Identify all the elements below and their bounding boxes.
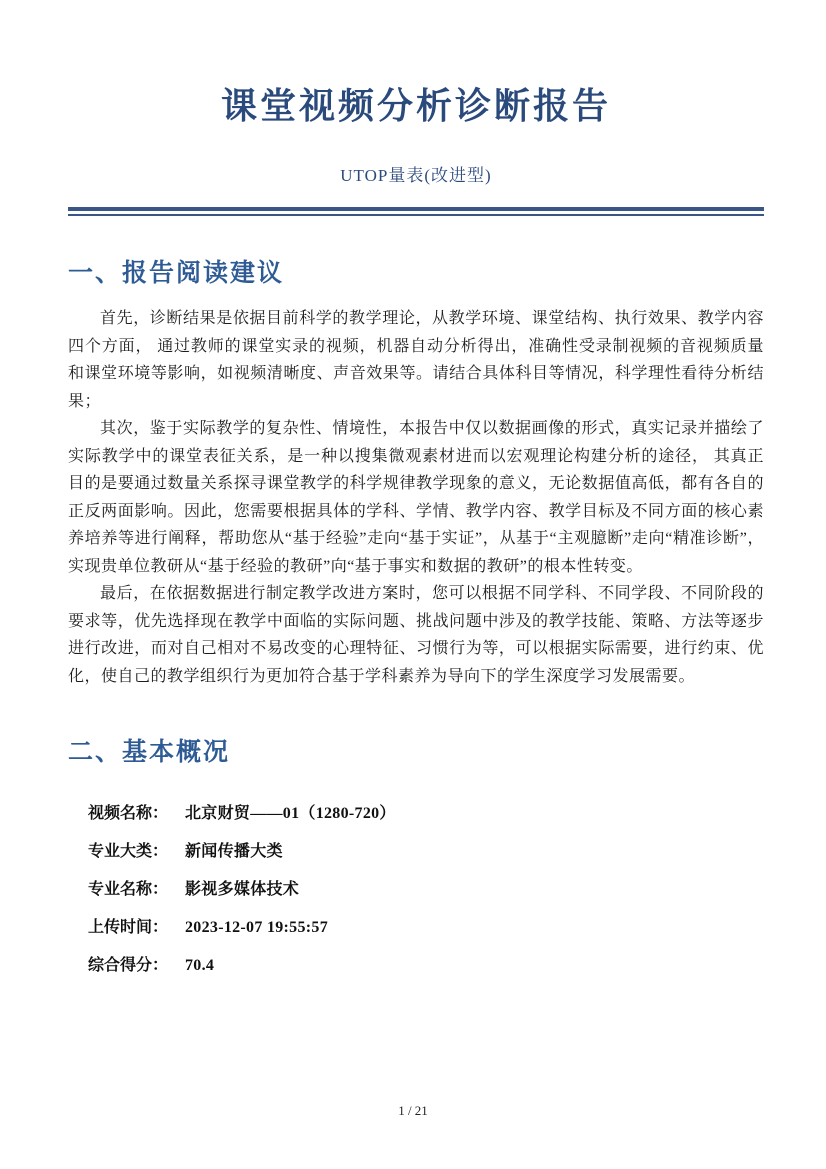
reading-advice-body xyxy=(68,305,764,690)
report-subtitle: UTOP量表(改进型) xyxy=(340,166,492,185)
info-label: 综合得分： xyxy=(88,957,169,974)
info-row-major-category xyxy=(88,842,764,862)
paragraph-third: 最后，在依据数据进行制定教学改进方案时，您可以根据不同学科、不同学段、不同阶段的要求等，优先选择现在教学中面临的实际问题、挑战问题中涉及的教学技能、策略、方法等逐步进行改进，而对自己相对不易改变的心理特征、习惯行为等，可以根据实际需要，进行约束、优化，使自己的教学组织行为更加符合基于学科素养为导向下的学生深度学习发展需要。 xyxy=(68,585,764,685)
paragraph-second: 其次，鉴于实际教学的复杂性、情境性，本报告中仅以数据画像的形式，真实记录并描绘了实际教学中的课堂表征关系，是一种以搜集微观素材进而以宏观理论构建分析的途径， 其真正目的是要通过数量关系探寻课堂教学的科学规律教学现象的意义，无论数据值高低，都有各自的正反两面影响。因此，您需要根据具体的学科、学情、教学内容、教学目标及不同方面的核心素养培养等进行阐释，帮助您从“基于经验”走向“基于实证”，从基于“主观臆断”走向“精准诊断”， 实现贵单位教研从“基于经验的教研”向“基于事实和数据的教研”的根本性转变。 xyxy=(68,420,764,575)
section-heading-basic-overview: 二、基本概况 xyxy=(68,739,231,766)
info-value: 新闻传播大类 xyxy=(185,843,283,860)
info-label: 上传时间： xyxy=(88,919,169,936)
info-label: 视频名称： xyxy=(88,805,169,822)
title-divider xyxy=(68,207,764,216)
section-heading-reading-advice: 一、报告阅读建议 xyxy=(68,260,285,287)
info-row-overall-score xyxy=(88,956,764,976)
page-number: 1 / 21 xyxy=(398,1103,428,1118)
info-row-video-name xyxy=(88,804,764,824)
info-value: 70.4 xyxy=(185,957,215,974)
info-label: 专业名称： xyxy=(88,881,169,898)
info-value: 北京财贸——01（1280-720） xyxy=(185,805,396,822)
info-label: 专业大类： xyxy=(88,843,169,860)
info-row-major-name xyxy=(88,880,764,900)
info-value: 影视多媒体技术 xyxy=(185,881,300,898)
info-row-upload-time xyxy=(88,918,764,938)
basic-info-list xyxy=(68,804,764,976)
report-title: 课堂视频分析诊断报告 xyxy=(220,86,611,126)
paragraph-first: 首先，诊断结果是依据目前科学的教学理论，从教学环境、课堂结构、执行效果、教学内容四个方面， 通过教师的课堂实录的视频，机器自动分析得出，准确性受录制视频的音视频质量和课堂环境等影响，如视频清晰度、声音效果等。请结合具体科目等情况，科学理性看待分析结果； xyxy=(68,310,764,410)
info-value: 2023-12-07 19:55:57 xyxy=(185,919,329,936)
